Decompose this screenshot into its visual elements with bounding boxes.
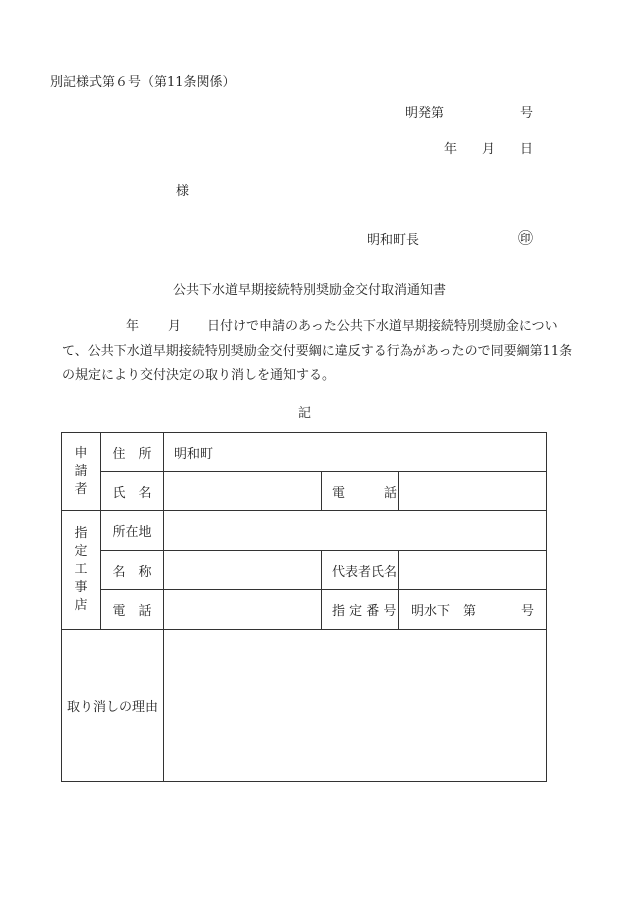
body-month: 月 <box>168 319 182 334</box>
name-value[interactable] <box>164 472 322 511</box>
applicant-group-label: 申 請 者 <box>62 433 101 511</box>
date-year: 年 <box>444 142 458 157</box>
designation-prefix: 明水下 第 <box>411 604 477 619</box>
representative-value[interactable] <box>399 551 547 590</box>
contractor-group-label: 指 定 工 事 店 <box>62 511 101 630</box>
designation-suffix: 号 <box>520 604 534 619</box>
contractor-phone-label: 電 話 <box>101 590 164 630</box>
doc-number-dai: 第 <box>431 106 445 121</box>
seal-mark: ㊞ <box>518 229 534 247</box>
representative-label: 代表者氏名 <box>322 551 399 590</box>
location-label: 所在地 <box>101 511 164 551</box>
document-title: 公共下水道早期接続特別奨励金交付取消通知書 <box>173 283 447 298</box>
form-table <box>61 432 547 782</box>
applicant-address-row <box>62 433 547 472</box>
phone-value[interactable] <box>399 472 547 511</box>
contractor-phone-value[interactable] <box>164 590 322 630</box>
body-year: 年 <box>126 319 140 334</box>
issuer-title: 明和町長 <box>367 233 420 248</box>
designation-number-value[interactable] <box>399 590 547 630</box>
body-line-3: の規定により交付決定の取り消しを通知する。 <box>62 368 336 383</box>
contractor-location-row <box>62 511 547 551</box>
date-day: 日 <box>520 142 534 157</box>
address-label: 住 所 <box>101 433 164 472</box>
reason-label: 取り消しの理由 <box>62 630 164 782</box>
doc-number-go: 号 <box>520 106 534 121</box>
phone-label: 電 話 <box>322 472 399 511</box>
company-name-value[interactable] <box>164 551 322 590</box>
company-name-label: 名 称 <box>101 551 164 590</box>
applicant-name-row <box>62 472 547 511</box>
body-line-2: て、公共下水道早期接続特別奨励金交付要綱に違反する行為があったので同要綱第11条 <box>62 344 573 359</box>
reason-value[interactable] <box>164 630 547 782</box>
location-value[interactable] <box>164 511 547 551</box>
contractor-company-row <box>62 551 547 590</box>
form-number: 別記様式第６号（第11条関係） <box>50 75 236 90</box>
addressee-suffix: 様 <box>176 184 190 199</box>
body-line-1: 日付けで申請のあった公共下水道早期接続特別奨励金につい <box>207 319 558 334</box>
ki-heading: 記 <box>298 406 312 421</box>
address-value[interactable]: 明和町 <box>164 433 547 472</box>
designation-number-label: 指 定 番 号 <box>322 590 399 630</box>
doc-number-prefix: 明発 <box>405 106 432 121</box>
name-label: 氏 名 <box>101 472 164 511</box>
reason-row <box>62 630 547 782</box>
contractor-phone-row <box>62 590 547 630</box>
date-month: 月 <box>482 142 496 157</box>
